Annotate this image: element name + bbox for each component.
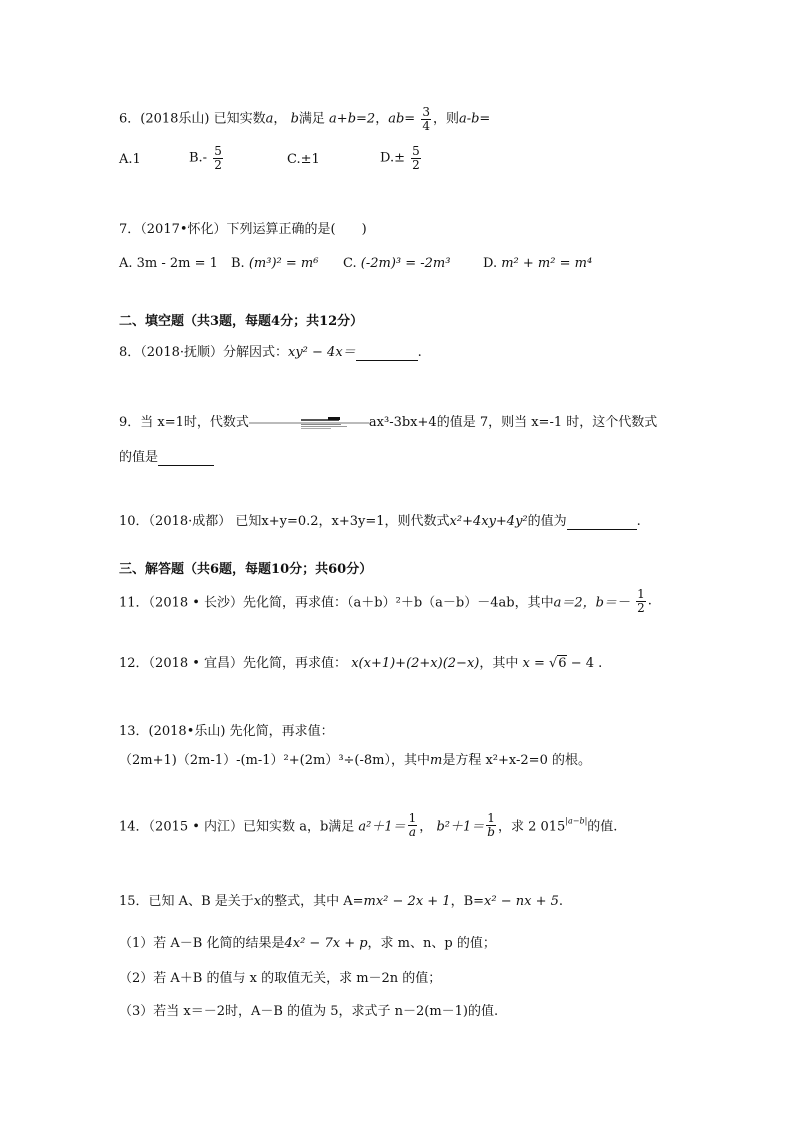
q8-end: .: [417, 345, 422, 360]
q13-line1: [119, 720, 334, 739]
q10-answer-blank[interactable]: [567, 514, 637, 530]
q7-stem: [119, 218, 367, 237]
q8-expr: xy² − 4x＝: [288, 345, 356, 360]
q6-option-c-label: C.±1: [287, 152, 320, 167]
q9-line2-text: 的值是: [119, 450, 159, 465]
q7-option-a-label: A. 3m - 2m = 1: [119, 256, 218, 271]
q7-option-b-prefix: B.: [231, 256, 245, 271]
q12-end: .: [598, 656, 603, 671]
q11-fraction: [636, 588, 646, 614]
q15-sep: ，B=: [450, 894, 485, 909]
q15-part3-text: （3）若当 x＝－2时，A－B 的值为 5，求式子 n－2(m－1)的值.: [119, 1004, 499, 1019]
q15-part2: [119, 967, 441, 986]
q6-ask: a-b=: [458, 111, 491, 127]
q6-option-b-num: 5: [214, 144, 222, 158]
q12-expr: x(x+1)+(2+x)(2−x): [351, 656, 480, 671]
q6-option-a-label: A.1: [119, 152, 141, 167]
q9-mid: 的值是 7，则当 x=-1 时，这个代数式: [436, 415, 658, 430]
q11-frac-den: 2: [637, 600, 645, 615]
q6-option-b-den: 2: [214, 157, 222, 172]
q6-cond2: ab=: [388, 111, 416, 127]
q13-stem: 13．(2018•乐山) 先化简，再求值：: [119, 724, 334, 739]
q15-part2-text: （2）若 A＋B 的值与 x 的取值无关，求 m－2n 的值；: [119, 971, 442, 986]
section2-heading-text: 二、填空题（共3题，每题4分；共12分）: [119, 314, 364, 329]
q9-stem: 9．当 x=1时，代数式: [119, 415, 249, 430]
q6-option-d-den: 2: [412, 157, 420, 172]
q14-cond1: a²＋1＝: [358, 819, 406, 835]
q7-option-c-prefix: C.: [343, 256, 357, 271]
q13-expr: （2m+1)（2m-1）-(m-1）²+(2m）³÷(-8m）: [119, 753, 391, 768]
q15-part1: [119, 932, 496, 951]
q9-obscured-graphic: [249, 416, 369, 430]
q10-end: .: [636, 514, 641, 529]
q6-option-d-num: 5: [412, 144, 420, 158]
q6-cond1: a+b=2: [329, 111, 376, 127]
q14-fraction-1: [408, 812, 418, 838]
q6-option-c[interactable]: [287, 152, 320, 167]
q14-exponent: |a−b|: [565, 816, 588, 826]
q11-line: [119, 588, 652, 614]
q6-option-b-fraction: [213, 145, 223, 171]
q6-option-d[interactable]: [380, 145, 423, 171]
q13-var: m: [430, 753, 443, 768]
q8-line: [119, 341, 422, 361]
q15-stem-text: 15．已知 A、B 是关于: [119, 894, 254, 909]
q6-comma: ，: [375, 111, 389, 127]
q14-comma: ，: [419, 819, 433, 835]
q7-option-b[interactable]: [231, 256, 318, 271]
q10-tail: 的值为: [527, 514, 567, 529]
q14-frac1-num: 1: [408, 811, 417, 825]
q6-fraction: [421, 106, 431, 132]
q6-sep: ，: [273, 111, 287, 127]
q15-part1-expr: 4x² − 7x + p: [284, 936, 368, 951]
q9-scribble-icon: [249, 416, 369, 430]
q8-stem: 8．（2018·抚顺）分解因式：: [119, 345, 288, 360]
q15-end: .: [558, 894, 564, 909]
q12-stem: 12．（2018 • 宜昌）先化简，再求值：: [119, 656, 348, 671]
q12-sqrt-value: 6: [558, 656, 567, 671]
q6-tail: ，则: [432, 111, 459, 127]
q15-a-expr: mx² − 2x + 1: [363, 894, 451, 909]
q14-end: 的值.: [587, 819, 618, 835]
q15-stem2: 的整式，其中 A=: [261, 894, 364, 909]
q12-line: [119, 652, 602, 671]
q6-satisfy: 满足: [298, 111, 325, 127]
q14-frac1-den: a: [408, 824, 417, 839]
q13-tail: 是方程 x²+x-2=0 的根。: [442, 753, 591, 768]
q11-stem: 11．（2018 • 长沙）先化简，再求值：（a＋b）²＋b（a－b）－4ab，其中: [119, 595, 554, 611]
q7-option-d[interactable]: [483, 256, 592, 271]
q14-tail: ，求 2 015: [497, 819, 566, 835]
q7-stem-text: 7．（2017•怀化）下列运算正确的是( ): [119, 222, 367, 237]
q7-option-a[interactable]: [119, 256, 218, 271]
q15-var: x: [253, 894, 262, 909]
q12-sqrt-icon: √: [549, 656, 558, 671]
q6-stem: [119, 106, 490, 132]
q12-cond-suffix: − 4: [566, 656, 595, 671]
q15-part1-tail: ，求 m、n、p 的值；: [367, 936, 496, 951]
q7-option-c-expr: (-2m)³ = -2m³: [360, 256, 451, 271]
q13-line2: [119, 749, 591, 768]
q13-mid: ，其中: [391, 753, 431, 768]
q6-var-b: b: [290, 111, 299, 127]
q11-frac-num: 1: [637, 587, 645, 601]
q10-stem: 10．（2018·成都） 已知x+y=0.2，x+3y=1，则代数式: [119, 514, 450, 529]
section2-heading: [119, 310, 363, 329]
q15-b-expr: x² − nx + 5: [484, 894, 559, 909]
q9-line1: [119, 411, 657, 430]
q7-option-d-expr: m² + m² = m⁴: [501, 256, 593, 271]
q9-answer-blank[interactable]: [158, 450, 214, 466]
q7-option-b-expr: (m³)² = m⁶: [248, 256, 319, 271]
q10-expr: x²+4xy+4y²: [449, 514, 528, 529]
q15-stem: [119, 890, 563, 909]
q9-line2: [119, 446, 214, 466]
q9-expr: ax³-3bx+4: [368, 415, 437, 430]
q14-fraction-2: [486, 812, 496, 838]
q6-var-a: a: [265, 111, 274, 127]
q6-frac-num: 3: [422, 105, 430, 119]
q6-frac-den: 4: [422, 118, 430, 133]
section3-heading-text: 三、解答题（共6题，每题10分；共60分）: [119, 562, 373, 577]
q12-cond-prefix: x =: [522, 656, 549, 671]
q7-option-c[interactable]: [343, 256, 450, 271]
q14-line: [119, 812, 617, 838]
q7-option-d-prefix: D.: [483, 256, 498, 271]
q6-stem-text: 6．(2018乐山) 已知实数: [119, 111, 266, 127]
q10-line: [119, 510, 641, 530]
q11-end: .: [647, 593, 652, 609]
q8-answer-blank[interactable]: [356, 345, 418, 361]
q12-mid: ，其中: [479, 656, 519, 671]
q6-option-d-fraction: [411, 145, 421, 171]
q14-frac2-den: b: [487, 824, 495, 839]
q11-cond: a＝2，b＝－: [553, 595, 630, 611]
q14-cond2: b²＋1＝: [436, 819, 485, 835]
q6-option-b[interactable]: [189, 145, 225, 171]
q15-part1-prefix: （1）若 A－B 化简的结果是: [119, 936, 285, 951]
q6-option-a[interactable]: [119, 152, 141, 167]
q15-part3: [119, 1000, 498, 1019]
q14-stem: 14．（2015 • 内江）已知实数 a，b满足: [119, 819, 355, 835]
section3-heading: [119, 558, 372, 577]
q14-frac2-num: 1: [487, 811, 495, 825]
q6-option-d-label: D.±: [380, 150, 405, 166]
q6-option-b-label: B.-: [189, 150, 208, 166]
